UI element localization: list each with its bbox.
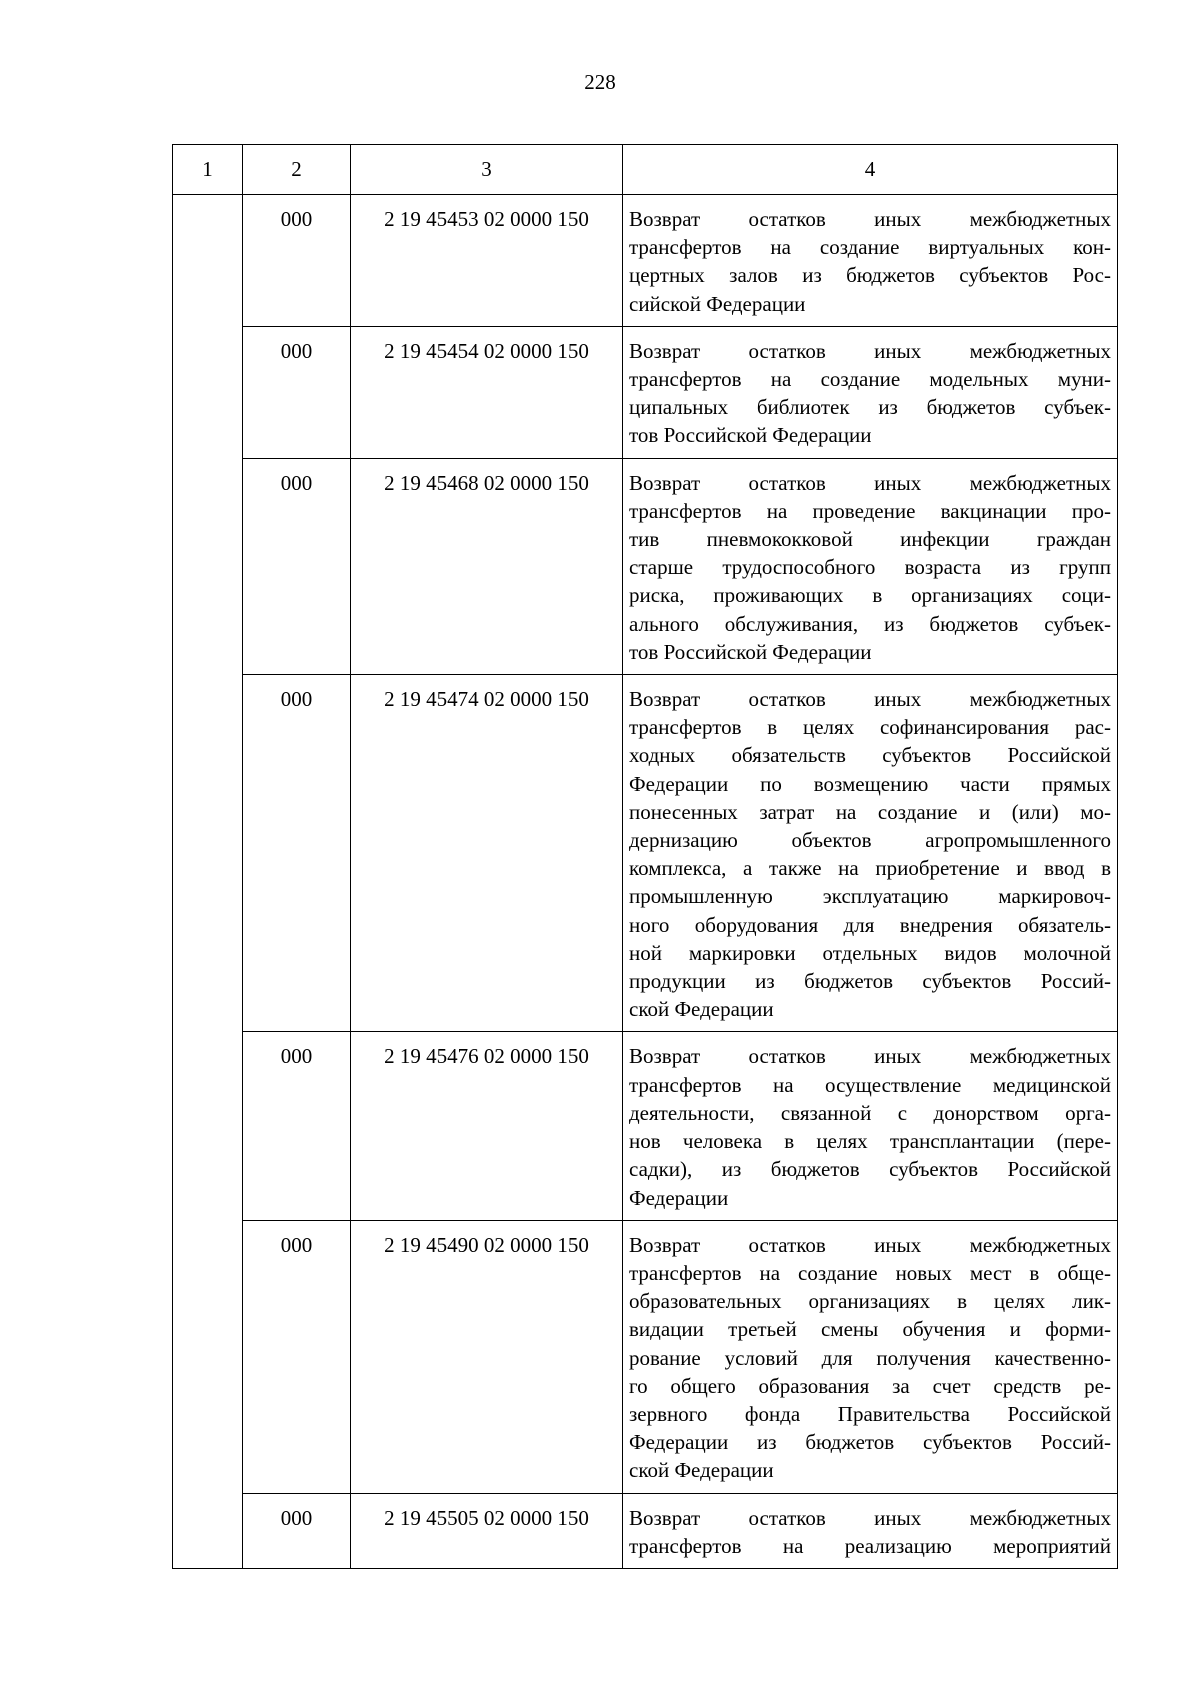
description-line: ходных обязательств субъектов Российской <box>629 743 1111 768</box>
table-row <box>173 675 1118 1032</box>
cell-description <box>623 675 1118 1032</box>
cell-budget-classification-code: 2 19 45476 02 0000 150 <box>351 1032 623 1220</box>
description-line: видации третьей смены обучения и форми- <box>629 1317 1111 1342</box>
cell-admin-code: 000 <box>243 326 351 458</box>
cell-budget-classification-code: 2 19 45490 02 0000 150 <box>351 1220 623 1493</box>
table-row <box>173 1032 1118 1220</box>
cell-budget-classification-code: 2 19 45505 02 0000 150 <box>351 1493 623 1568</box>
description-line: дернизацию объектов агропромышленного <box>629 828 1111 853</box>
description-line: трансфертов на осуществление медицинской <box>629 1072 1111 1097</box>
description-line: Возврат остатков иных межбюджетных <box>629 207 1111 231</box>
cell-description <box>623 458 1118 674</box>
budget-codes-table <box>172 144 1118 1569</box>
description-line: Возврат остатков иных межбюджетных <box>629 338 1111 363</box>
description-line: зервного фонда Правительства Российской <box>629 1401 1111 1426</box>
description-line: ской Федерации <box>629 1458 774 1483</box>
cell-budget-classification-code: 2 19 45453 02 0000 150 <box>351 195 623 327</box>
cell-description <box>623 1220 1118 1493</box>
description-line: ципальных библиотек из бюджетов субъек- <box>629 395 1111 420</box>
cell-description <box>623 1032 1118 1220</box>
description-line: риска, проживающих в организациях соци- <box>629 583 1111 608</box>
description-line: тив пневмококковой инфекции граждан <box>629 527 1111 552</box>
cell-col1 <box>173 195 243 327</box>
cell-col1 <box>173 326 243 458</box>
description-line: Возврат остатков иных межбюджетных <box>629 1044 1111 1069</box>
table-body <box>173 195 1118 1569</box>
description-line: ской Федерации <box>629 997 774 1022</box>
table-row <box>173 326 1118 458</box>
column-header-2: 2 <box>243 145 351 195</box>
description-line: трансфертов в целях софинансирования рас- <box>629 715 1111 740</box>
cell-col1 <box>173 1032 243 1220</box>
cell-col1 <box>173 1220 243 1493</box>
description-line: понесенных затрат на создание и (или) мо- <box>629 799 1111 824</box>
description-line: продукции из бюджетов субъектов Россий- <box>629 969 1111 994</box>
column-header-3: 3 <box>351 145 623 195</box>
description-line: трансфертов на проведение вакцинации про- <box>629 498 1111 523</box>
description-line: Федерации из бюджетов субъектов Россий- <box>629 1430 1111 1455</box>
description-line: тов Российской Федерации <box>629 423 872 448</box>
description-line: Возврат остатков иных межбюджетных <box>629 470 1111 495</box>
cell-col1 <box>173 458 243 674</box>
cell-admin-code: 000 <box>243 1493 351 1568</box>
description-line: Возврат остатков иных межбюджетных <box>629 1232 1111 1257</box>
table-row <box>173 458 1118 674</box>
description-line: Федерации по возмещению части прямых <box>629 771 1111 796</box>
table-row <box>173 1493 1118 1568</box>
description-line: трансфертов на создание виртуальных кон- <box>629 235 1111 260</box>
description-line: старше трудоспособного возраста из групп <box>629 555 1111 580</box>
cell-budget-classification-code: 2 19 45468 02 0000 150 <box>351 458 623 674</box>
description-line: Возврат остатков иных межбюджетных <box>629 1505 1111 1530</box>
column-header-1: 1 <box>173 145 243 195</box>
table-row <box>173 195 1118 327</box>
description-line: цертных залов из бюджетов субъектов Рос- <box>629 263 1111 288</box>
description-line: образовательных организациях в целях лик- <box>629 1289 1111 1314</box>
description-line: нов человека в целях трансплантации (пере- <box>629 1129 1111 1154</box>
cell-admin-code: 000 <box>243 675 351 1032</box>
description-line: трансфертов на реализацию мероприятий <box>629 1533 1111 1558</box>
cell-admin-code: 000 <box>243 1220 351 1493</box>
description-line: промышленную эксплуатацию маркировоч- <box>629 884 1111 909</box>
description-line: рование условий для получения качественно- <box>629 1345 1111 1370</box>
description-line: трансфертов на создание модельных муни- <box>629 367 1111 392</box>
cell-admin-code: 000 <box>243 1032 351 1220</box>
description-line: сийской Федерации <box>629 291 806 316</box>
cell-description <box>623 1493 1118 1568</box>
column-header-4: 4 <box>623 145 1118 195</box>
description-line: деятельности, связанной с донорством орга- <box>629 1100 1111 1125</box>
cell-description <box>623 326 1118 458</box>
table-row <box>173 1220 1118 1493</box>
cell-description <box>623 195 1118 327</box>
description-line: тов Российской Федерации <box>629 639 872 664</box>
cell-budget-classification-code: 2 19 45474 02 0000 150 <box>351 675 623 1032</box>
cell-col1 <box>173 1493 243 1568</box>
description-line: Возврат остатков иных межбюджетных <box>629 687 1111 712</box>
table-header-row <box>173 145 1118 195</box>
description-line: ной маркировки отдельных видов молочной <box>629 940 1111 965</box>
page-number: 228 <box>584 70 616 94</box>
cell-budget-classification-code: 2 19 45454 02 0000 150 <box>351 326 623 458</box>
description-line: трансфертов на создание новых мест в обще- <box>629 1260 1111 1285</box>
description-line: Федерации <box>629 1185 729 1210</box>
description-line: комплекса, а также на приобретение и ввод в <box>629 856 1111 881</box>
description-line: садки), из бюджетов субъектов Российской <box>629 1157 1111 1182</box>
description-line: ного оборудования для внедрения обязатель- <box>629 912 1111 937</box>
description-line: ального обслуживания, из бюджетов субъек- <box>629 611 1111 636</box>
cell-admin-code: 000 <box>243 195 351 327</box>
cell-admin-code: 000 <box>243 458 351 674</box>
description-line: го общего образования за счет средств ре- <box>629 1373 1111 1398</box>
cell-col1 <box>173 675 243 1032</box>
